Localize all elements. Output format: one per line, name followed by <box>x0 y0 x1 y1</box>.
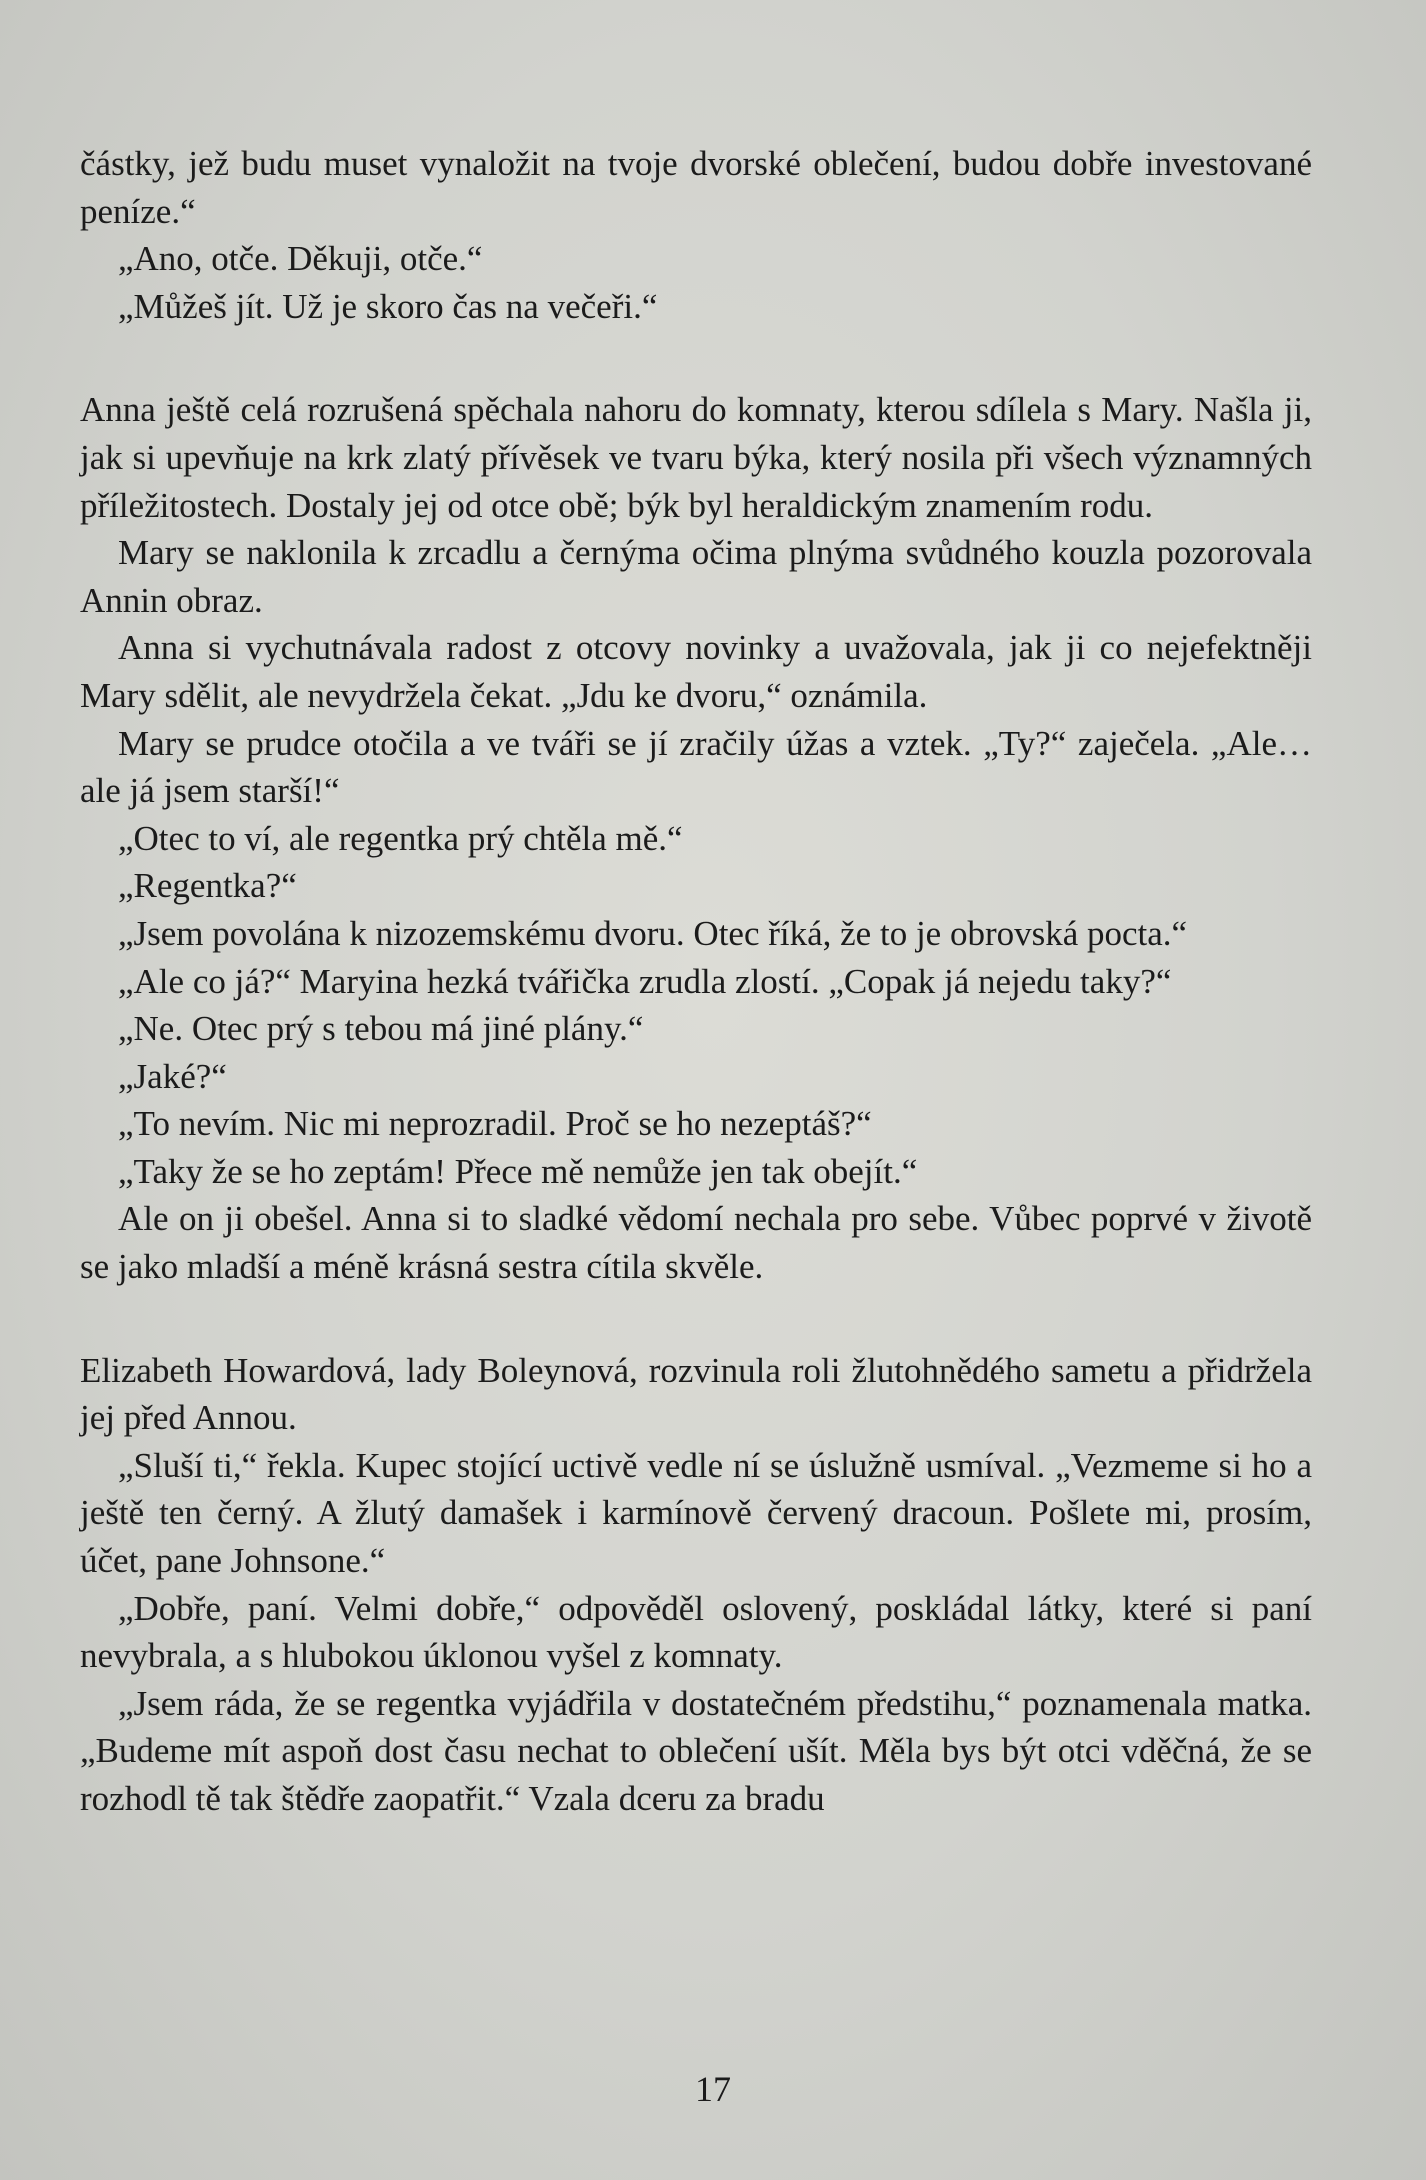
paragraph: Mary se prudce otočila a ve tváři se jí zračily úžas a vztek. „Ty?“ zaječela. „Ale… ale já jsem starší!“ <box>80 723 1312 811</box>
paragraph: „To nevím. Nic mi neprozradil. Proč se ho nezeptáš?“ <box>118 1104 872 1144</box>
paragraph: „Ne. Otec prý s tebou má jiné plány.“ <box>118 1009 644 1049</box>
section-break <box>80 1291 1312 1347</box>
paragraph: „Taky že se ho zeptám! Přece mě nemůže jen tak obejít.“ <box>118 1151 918 1191</box>
paragraph: Anna si vychutnávala radost z otcovy novinky a uvažovala, jak ji co nejefektněji Mary sdělit, ale nevydržela čekat. „Jdu ke dvoru,“ oznámila. <box>80 628 1312 715</box>
paragraph: „Jaké?“ <box>118 1056 227 1096</box>
section-3 <box>80 1347 1312 1823</box>
paragraph: „Ano, otče. Děkuji, otče.“ <box>118 239 483 279</box>
section-break <box>80 330 1312 386</box>
page-text <box>80 140 1312 1823</box>
paragraph: „Otec to ví, ale regentka prý chtěla mě.“ <box>118 818 683 858</box>
paragraph: „Regentka?“ <box>118 866 297 906</box>
paragraph: částky, jež budu muset vynaložit na tvoje dvorské oblečení, budou dobře investované peníze.“ <box>80 144 1312 231</box>
paragraph: „Jsem ráda, že se regentka vyjádřila v dostatečném předstihu,“ poznamenala matka. „Budeme mít aspoň dost času nechat to oblečení ušít. Měla bys být otci vděčná, že se rozhodl tě tak štědře zaopatřit.“ Vzala dceru za bradu <box>80 1683 1312 1818</box>
section-2 <box>80 386 1312 1290</box>
paragraph: Anna ještě celá rozrušená spěchala nahoru do komnaty, kterou sdílela s Mary. Našla ji, jak si upevňuje na krk zlatý přívěsek ve tvaru býka, který nosila při všech významných příležitostech. Dostaly jej od otce obě; býk byl heraldickým znamením rodu. <box>80 390 1312 525</box>
paragraph: Elizabeth Howardová, lady Boleynová, rozvinula roli žlutohnědého sametu a přidržela jej před Annou. <box>80 1350 1312 1438</box>
paragraph: „Sluší ti,“ řekla. Kupec stojící uctivě vedle ní se úslužně usmíval. „Vezmeme si ho a ještě ten černý. A žlutý damašek i karmínově červený dracoun. Pošlete mi, prosím, účet, pane Johnsone.“ <box>80 1445 1312 1581</box>
paragraph: „Ale co já?“ Maryina hezká tvářička zrudla zlostí. „Copak já nejedu taky?“ <box>118 961 1172 1001</box>
page-number: 17 <box>695 2069 731 2109</box>
paragraph: „Můžeš jít. Už je skoro čas na večeři.“ <box>118 286 658 326</box>
paragraph: Mary se naklonila k zrcadlu a černýma očima plnýma svůdného kouzla pozorovala Annin obraz. <box>80 533 1312 620</box>
section-1 <box>80 140 1312 330</box>
paragraph: Ale on ji obešel. Anna si to sladké vědomí nechala pro sebe. Vůbec poprvé v životě se jako mladší a méně krásná sestra cítila skvěle. <box>80 1199 1312 1287</box>
paragraph: „Dobře, paní. Velmi dobře,“ odpověděl oslovený, poskládal látky, které si paní nevybrala, a s hlubokou úklonou vyšel z komnaty. <box>80 1588 1312 1676</box>
paragraph: „Jsem povolána k nizozemskému dvoru. Otec říká, že to je obrovská pocta.“ <box>118 913 1188 953</box>
